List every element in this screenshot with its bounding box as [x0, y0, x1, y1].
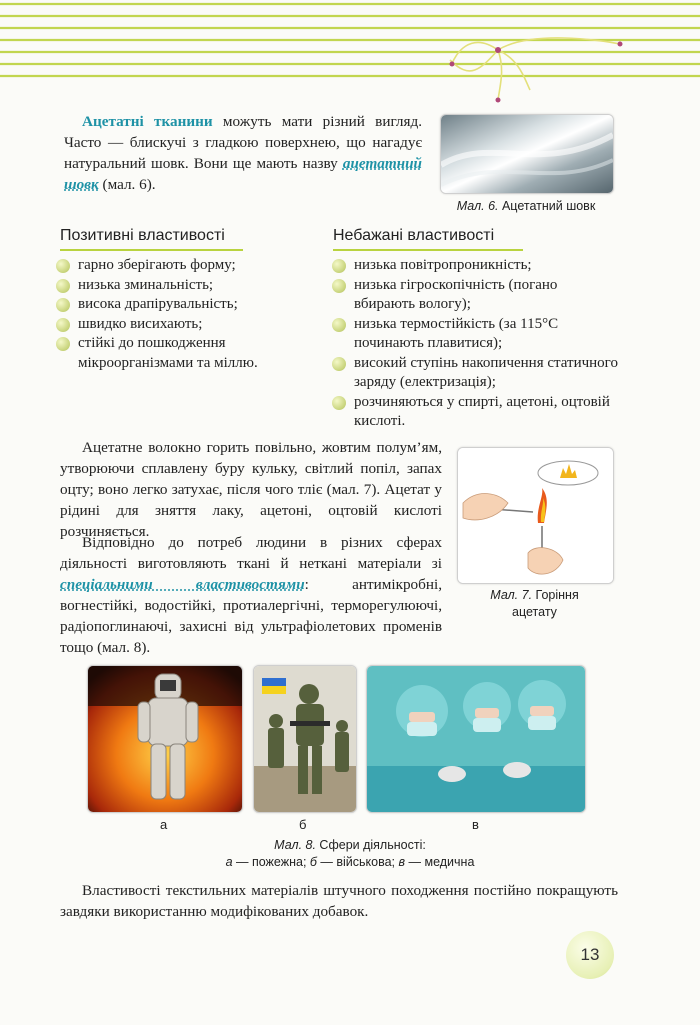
positive-heading: Позитивні властивості — [60, 227, 225, 245]
list-item: розчиняються у спирті, ацетоні, оцтовій кислоті. — [332, 393, 622, 432]
fig8-letter-v: в — [472, 817, 479, 832]
list-item: низька термостійкість (за 115°С починають плавитися); — [332, 315, 622, 354]
term-special-properties: спеціальними властивостями — [60, 576, 305, 593]
military-photo — [253, 665, 357, 813]
list-item: низька зминальність; — [56, 276, 306, 296]
negative-heading: Небажані властивості — [333, 227, 494, 245]
page-number: 13 — [566, 931, 614, 979]
term-acetate-silk: ацетатний шовк — [64, 155, 422, 193]
header-decoration — [0, 0, 700, 110]
list-item: низька гігроскопічність (погано вбирають вологу); — [332, 276, 622, 315]
list-item: висока драпірувальність; — [56, 295, 306, 315]
positive-list — [56, 256, 306, 373]
medical-photo — [366, 665, 586, 813]
term-acetate-fabrics: Ацетатні тканини — [82, 113, 213, 130]
firefighter-photo — [87, 665, 243, 813]
list-item: гарно зберігають форму; — [56, 256, 306, 276]
list-item: високий ступінь накопичення статичного заряду (електризація); — [332, 354, 622, 393]
negative-list — [332, 256, 622, 432]
ribbon-bow-icon — [450, 38, 620, 100]
special-properties-paragraph: Відповідно до потреб людини в різних сферах діяльності виготовляють ткані й неткані матеріали зі спеціальними властивостями: антимікробні, вогнестійкі, водостійкі, протиалергічні, терморегулюючі, радіопоглинаючі, захисні від ультрафіолетових променів тощо (мал. 8). — [60, 534, 443, 656]
list-item: стійкі до пошкодження мікроорганізмами та міллю. — [56, 334, 306, 373]
fig6-caption: Мал. 6. Ацетатний шовк — [456, 199, 596, 213]
list-item: швидко висихають; — [56, 315, 306, 335]
burning-paragraph: Ацетатне волокно горить повільно, жовтим полум’ям, утворюючи сплавлену буру кульку, світлий попіл, запах оцту; воно легко затухає, після чого тліє (мал. 7). Ацетат у рідині для зняття лаку, ацетоні, оцтовій кислоті розчиняється. — [60, 439, 442, 540]
intro-paragraph: Ацетатні тканини можуть мати різний вигляд. Часто — блискучі з гладкою поверхнею, що нагадує натуральний шовк. Вони ще мають назву ацетатний шовк (мал. 6). — [64, 113, 422, 193]
acetate-silk-photo — [440, 114, 614, 194]
list-item: низька повітропроникність; — [332, 256, 622, 276]
fig8-caption: Мал. 8. Сфери діяльності: а — пожежна; б — військова; в — медична — [225, 838, 475, 869]
modification-paragraph: Властивості текстильних матеріалів штучного походження постійно покращують завдяки використанню модифікованих добавок. — [60, 882, 618, 920]
fig8-letter-a: а — [160, 817, 168, 832]
fig8-letter-b: б — [299, 817, 307, 832]
acetate-burning-illustration — [457, 447, 614, 584]
fig7-caption: Мал. 7. Горіння ацетату — [490, 588, 579, 619]
